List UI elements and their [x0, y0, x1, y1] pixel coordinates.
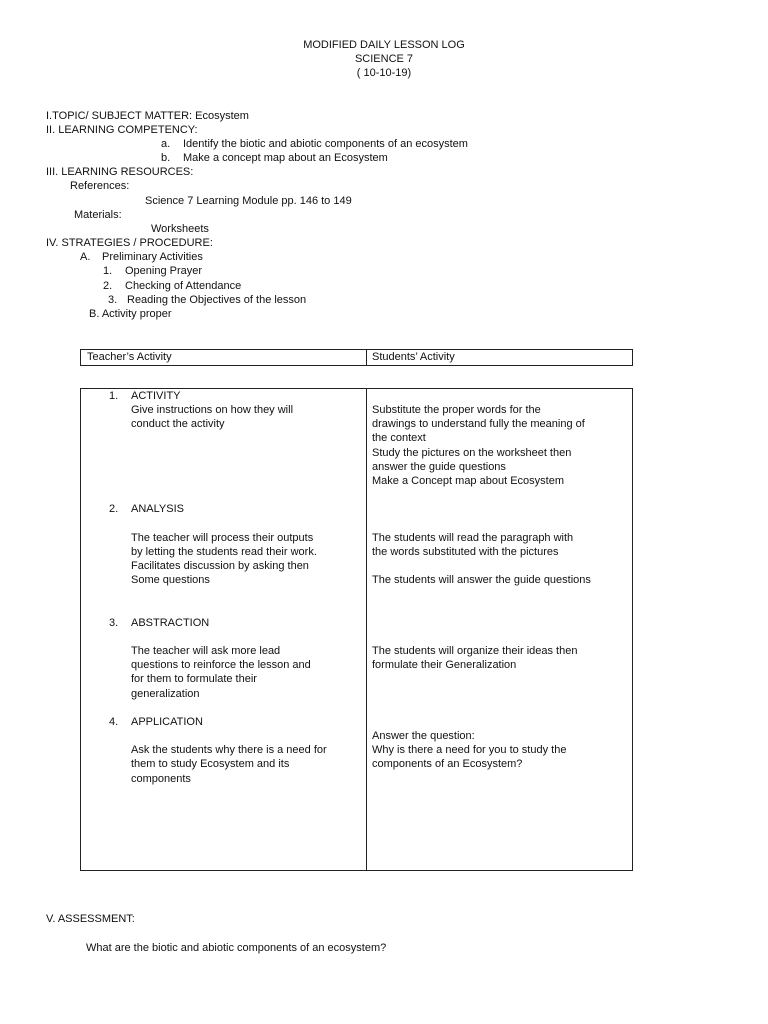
- teacher-cell-line: by letting the students read their work.: [131, 546, 317, 558]
- teacher-activity-header: Teacher’s Activity: [87, 351, 172, 363]
- teacher-cell-line: Facilitates discussion by asking then: [131, 560, 309, 572]
- step-marker-3: 3.: [108, 294, 118, 306]
- row-number: 4.: [109, 716, 119, 728]
- students-cell-line: the words substituted with the pictures: [372, 546, 559, 558]
- students-cell-line: formulate their Generalization: [372, 659, 517, 671]
- row-title-abstraction: ABSTRACTION: [131, 617, 210, 629]
- teacher-cell-line: questions to reinforce the lesson and: [131, 659, 311, 671]
- row-title-analysis: ANALYSIS: [131, 503, 184, 515]
- teacher-cell-line: Ask the students why there is a need for: [131, 744, 327, 756]
- competency-heading: II. LEARNING COMPETENCY:: [46, 124, 198, 136]
- document-date: ( 10-10-19): [356, 67, 412, 79]
- document-subject: SCIENCE 7: [354, 53, 414, 65]
- teacher-cell-line: The teacher will process their outputs: [131, 532, 314, 544]
- teacher-cell-line: conduct the activity: [131, 418, 225, 430]
- teacher-cell-line: Some questions: [131, 574, 210, 586]
- students-cell-line: The students will answer the guide questions: [372, 574, 591, 586]
- students-cell-line: the context: [372, 432, 426, 444]
- preliminary-label: Preliminary Activities: [102, 251, 203, 263]
- students-activity-header: Students’ Activity: [372, 351, 455, 363]
- competency-marker-a: a.: [161, 138, 171, 150]
- students-cell-line: Why is there a need for you to study the: [372, 744, 567, 756]
- references-value: Science 7 Learning Module pp. 146 to 149: [145, 195, 352, 207]
- step-marker-1: 1.: [103, 265, 113, 277]
- header-table-divider: [366, 349, 367, 366]
- competency-marker-b: b.: [161, 152, 171, 164]
- teacher-cell-line: components: [131, 773, 191, 785]
- row-title-application: APPLICATION: [131, 716, 203, 728]
- row-number: 1.: [109, 390, 119, 402]
- topic-line: I.TOPIC/ SUBJECT MATTER: Ecosystem: [46, 110, 249, 122]
- procedure-heading: IV. STRATEGIES / PROCEDURE:: [46, 237, 213, 249]
- students-cell-line: The students will read the paragraph with: [372, 532, 574, 544]
- students-cell-line: drawings to understand fully the meaning of: [372, 418, 585, 430]
- preliminary-marker: A.: [80, 251, 91, 263]
- students-cell-line: components of an Ecosystem?: [372, 758, 523, 770]
- step-objectives: Reading the Objectives of the lesson: [127, 294, 307, 306]
- teacher-cell-line: generalization: [131, 688, 200, 700]
- competency-item-a: Identify the biotic and abiotic components of an ecosystem: [183, 138, 468, 150]
- students-cell-line: answer the guide questions: [372, 461, 506, 473]
- activity-proper-label: B. Activity proper: [89, 308, 172, 320]
- students-cell-line: Study the pictures on the worksheet then: [372, 447, 572, 459]
- materials-label: Materials:: [74, 209, 122, 221]
- students-cell-line: Substitute the proper words for the: [372, 404, 541, 416]
- students-cell-line: Answer the question:: [372, 730, 475, 742]
- document-title: MODIFIED DAILY LESSON LOG: [303, 39, 465, 51]
- step-marker-2: 2.: [103, 280, 113, 292]
- assessment-question: What are the biotic and abiotic components of an ecosystem?: [86, 942, 387, 954]
- assessment-heading: V. ASSESSMENT:: [46, 913, 135, 925]
- references-label: References:: [70, 180, 130, 192]
- step-opening-prayer: Opening Prayer: [125, 265, 203, 277]
- materials-value: Worksheets: [151, 223, 209, 235]
- resources-heading: III. LEARNING RESOURCES:: [46, 166, 194, 178]
- teacher-cell-line: for them to formulate their: [131, 673, 257, 685]
- teacher-cell-line: The teacher will ask more lead: [131, 645, 281, 657]
- teacher-cell-line: them to study Ecosystem and its: [131, 758, 290, 770]
- students-cell-line: The students will organize their ideas then: [372, 645, 578, 657]
- activity-table-divider: [366, 388, 367, 871]
- students-cell-line: Make a Concept map about Ecosystem: [372, 475, 564, 487]
- row-number: 2.: [109, 503, 119, 515]
- teacher-cell-line: Give instructions on how they will: [131, 404, 294, 416]
- row-title-activity: ACTIVITY: [131, 390, 181, 402]
- competency-item-b: Make a concept map about an Ecosystem: [183, 152, 388, 164]
- row-number: 3.: [109, 617, 119, 629]
- step-attendance: Checking of Attendance: [125, 280, 242, 292]
